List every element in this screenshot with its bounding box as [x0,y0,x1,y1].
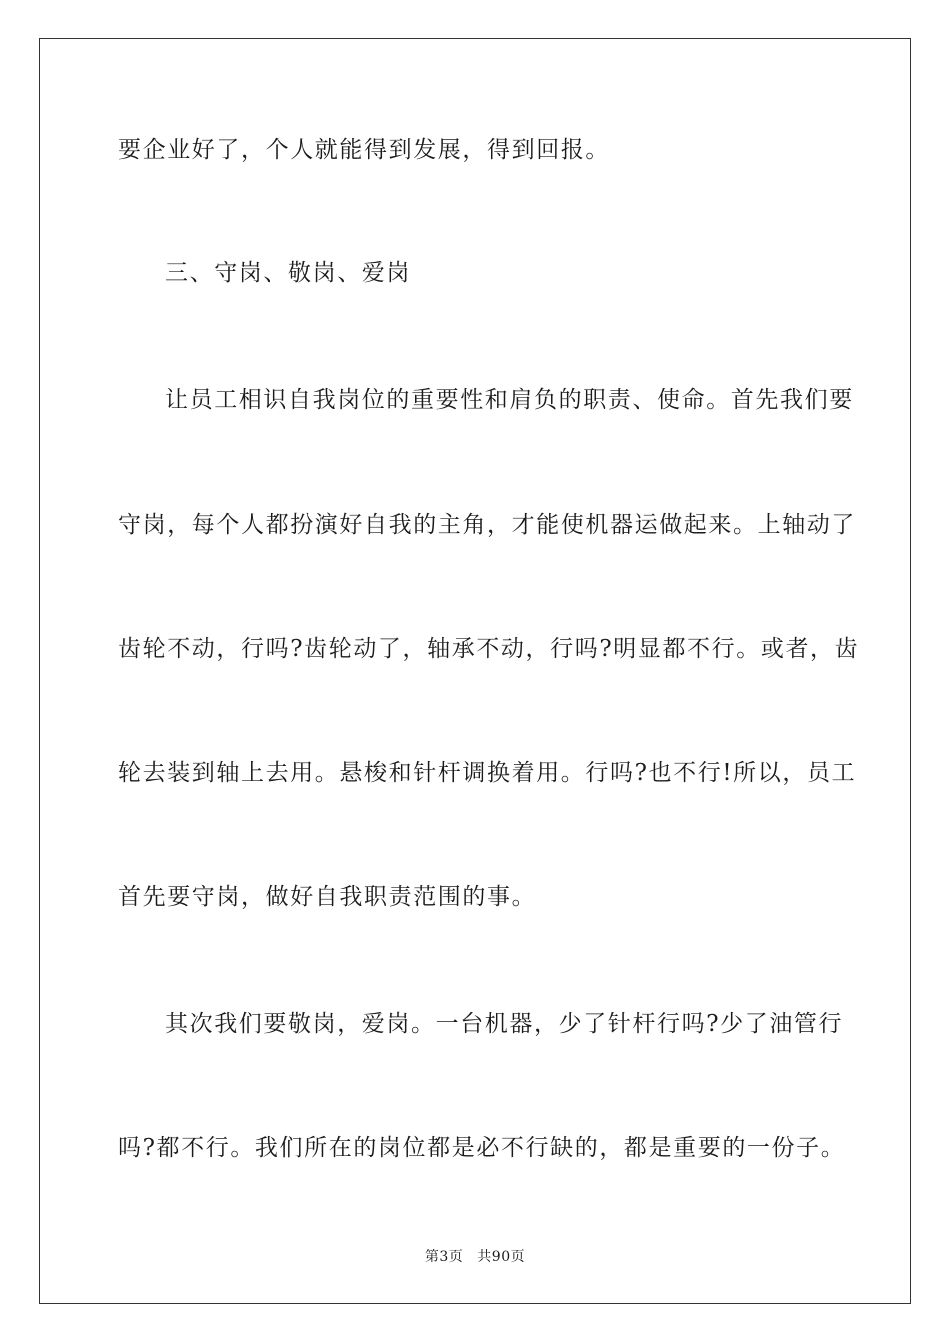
paragraph-1-line-3: 齿轮不动，行吗?齿轮动了，轴承不动，行吗?明显都不行。或者，齿 [118,636,860,662]
page-number: 第3页 [424,1249,464,1265]
section-heading: 三、守岗、敬岗、爱岗 [165,260,411,286]
paragraph-2-line-2: 吗?都不行。我们所在的岗位都是必不行缺的，都是重要的一份子。 [118,1135,846,1161]
paragraph-1-line-2: 守岗，每个人都扮演好自我的主角，才能使机器运做起来。上轴动了 [118,512,856,538]
paragraph-1-line-1: 让员工相识自我岗位的重要性和肩负的职责、使命。首先我们要 [165,387,854,413]
paragraph-1-line-4: 轮去装到轴上去用。悬梭和针杆调换着用。行吗?也不行!所以，员工 [118,760,857,786]
page-border [39,38,911,1304]
page-total: 共90页 [477,1249,526,1265]
page-footer [0,1248,950,1266]
paragraph-1-line-5: 首先要守岗，做好自我职责范围的事。 [118,884,537,910]
body-line-1: 要企业好了，个人就能得到发展，得到回报。 [118,137,610,163]
paragraph-2-line-1: 其次我们要敬岗，爱岗。一台机器，少了针杆行吗?少了油管行 [165,1011,844,1037]
